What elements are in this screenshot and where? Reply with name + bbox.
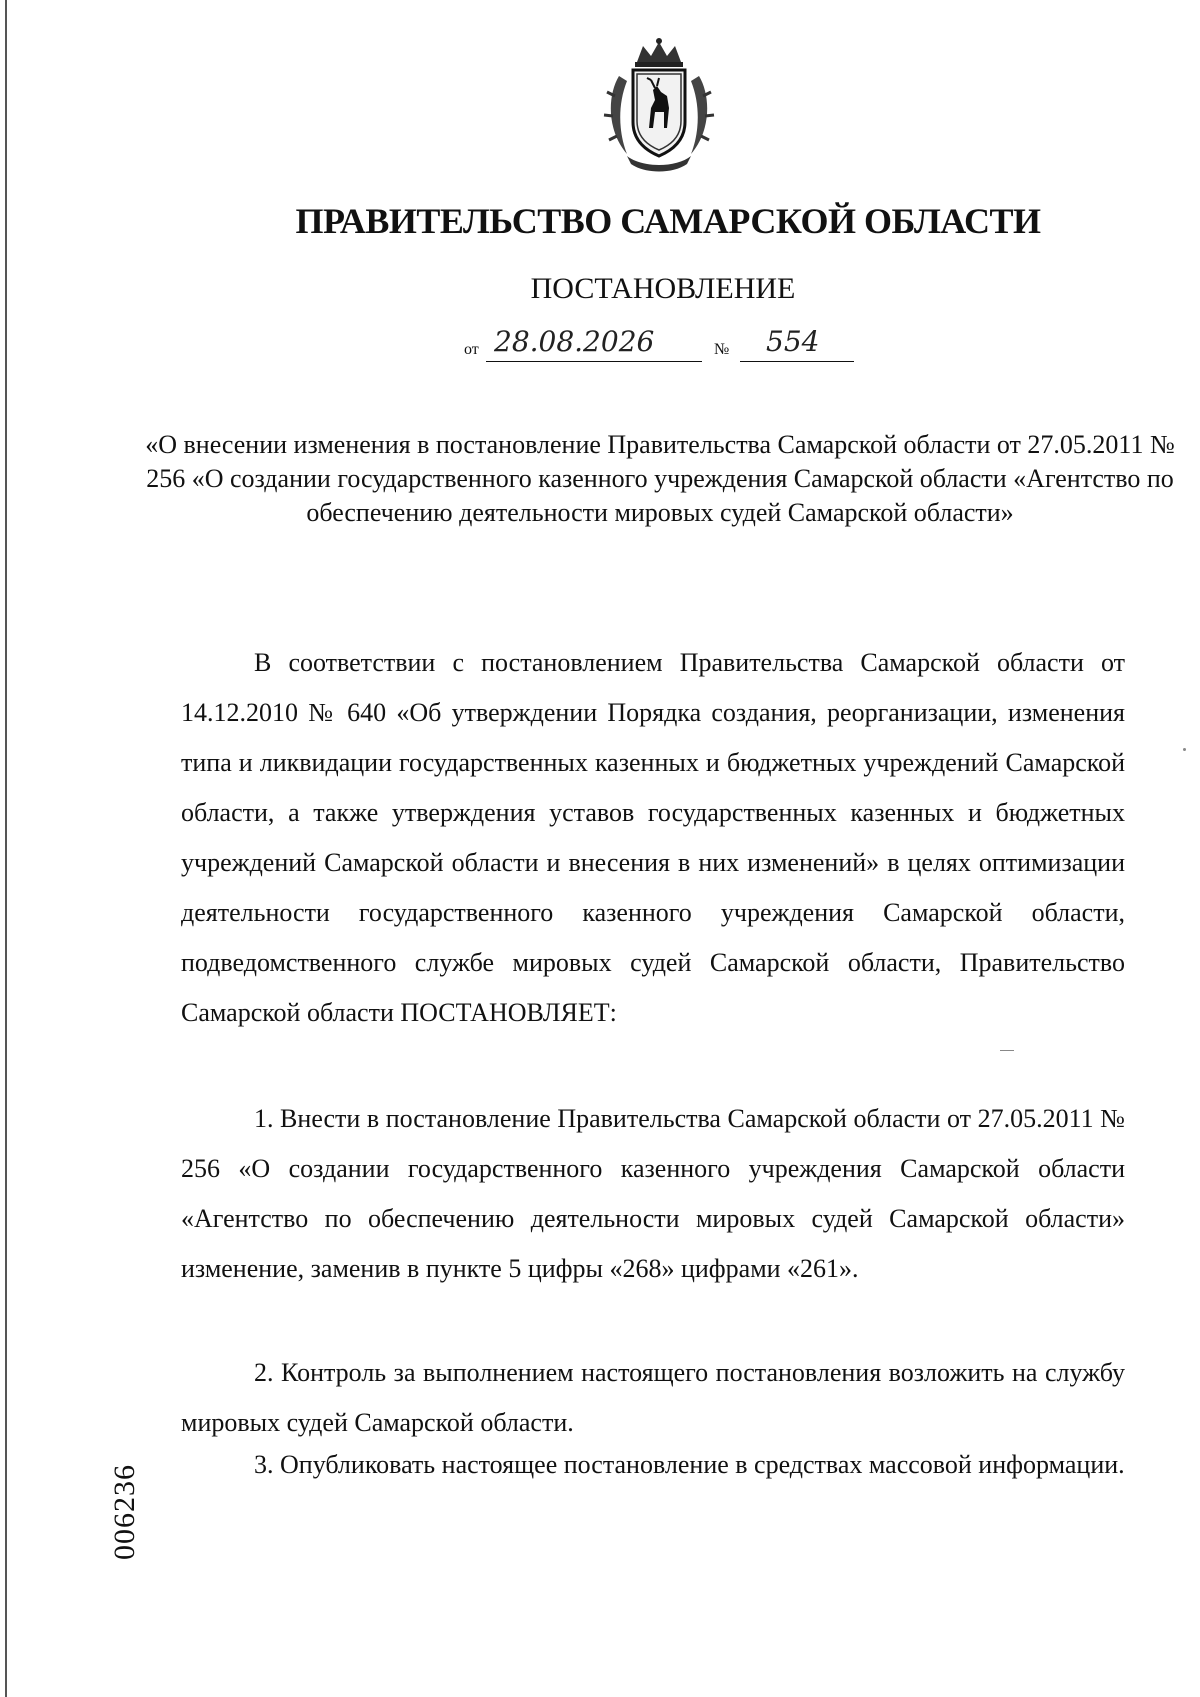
date-number-line — [464, 325, 854, 365]
page-left-border — [5, 0, 7, 1697]
date-underline — [486, 361, 702, 362]
item-2-paragraph: 2. Контроль за выполнением настоящего постановления возложить на службу мировых судей Самарской области. — [181, 1358, 1125, 1437]
item-1-paragraph: 1. Внести в постановление Правительства Самарской области от 27.05.2011 № 256 «О создании государственного казенного учреждения Самарской области «Агентство по обеспечению деятельности мировых судей Самарской области» изменение, заменив в пункте 5 цифры «268» цифрами «261». — [181, 1104, 1125, 1283]
handwritten-number: 554 — [766, 325, 820, 358]
scan-speck — [1000, 1050, 1014, 1051]
scan-speck — [1183, 748, 1186, 751]
document-title: «О внесении изменения в постановление Правительства Самарской области от 27.05.2011 № 256 «О создании государственного казенного учреждения Самарской области «Агентство по обеспечению деятельности мировых судей Самарской области» — [145, 430, 1175, 527]
item-3-paragraph: 3. Опубликовать настоящее постановление в средствах массовой информации. — [254, 1450, 1125, 1479]
number-underline — [740, 361, 854, 362]
coat-of-arms-icon — [597, 36, 721, 176]
side-registration-code: 006236 — [108, 1464, 141, 1560]
handwritten-date: 28.08.2026 — [494, 325, 655, 358]
preamble-paragraph: В соответствии с постановлением Правительства Самарской области от 14.12.2010 № 640 «Об утверждении Порядка создания, реорганизации, изменения типа и ликвидации государственных казенных и бюджетных учреждений Самарской области, а также утверждения уставов государственных казенных и бюджетных учреждений Самарской области и внесения в них изменений» в целях оптимизации деятельности государственного казенного учреждения Самарской области, подведомственного службе мировых судей Самарской области, Правительство Самарской области ПОСТАНОВЛЯЕТ: — [181, 648, 1125, 1027]
organization-name: ПРАВИТЕЛЬСТВО САМАРСКОЙ ОБЛАСТИ — [295, 201, 1041, 241]
number-prefix: № — [714, 341, 730, 358]
document-type: ПОСТАНОВЛЕНИЕ — [530, 272, 796, 305]
date-prefix: от — [464, 341, 479, 358]
